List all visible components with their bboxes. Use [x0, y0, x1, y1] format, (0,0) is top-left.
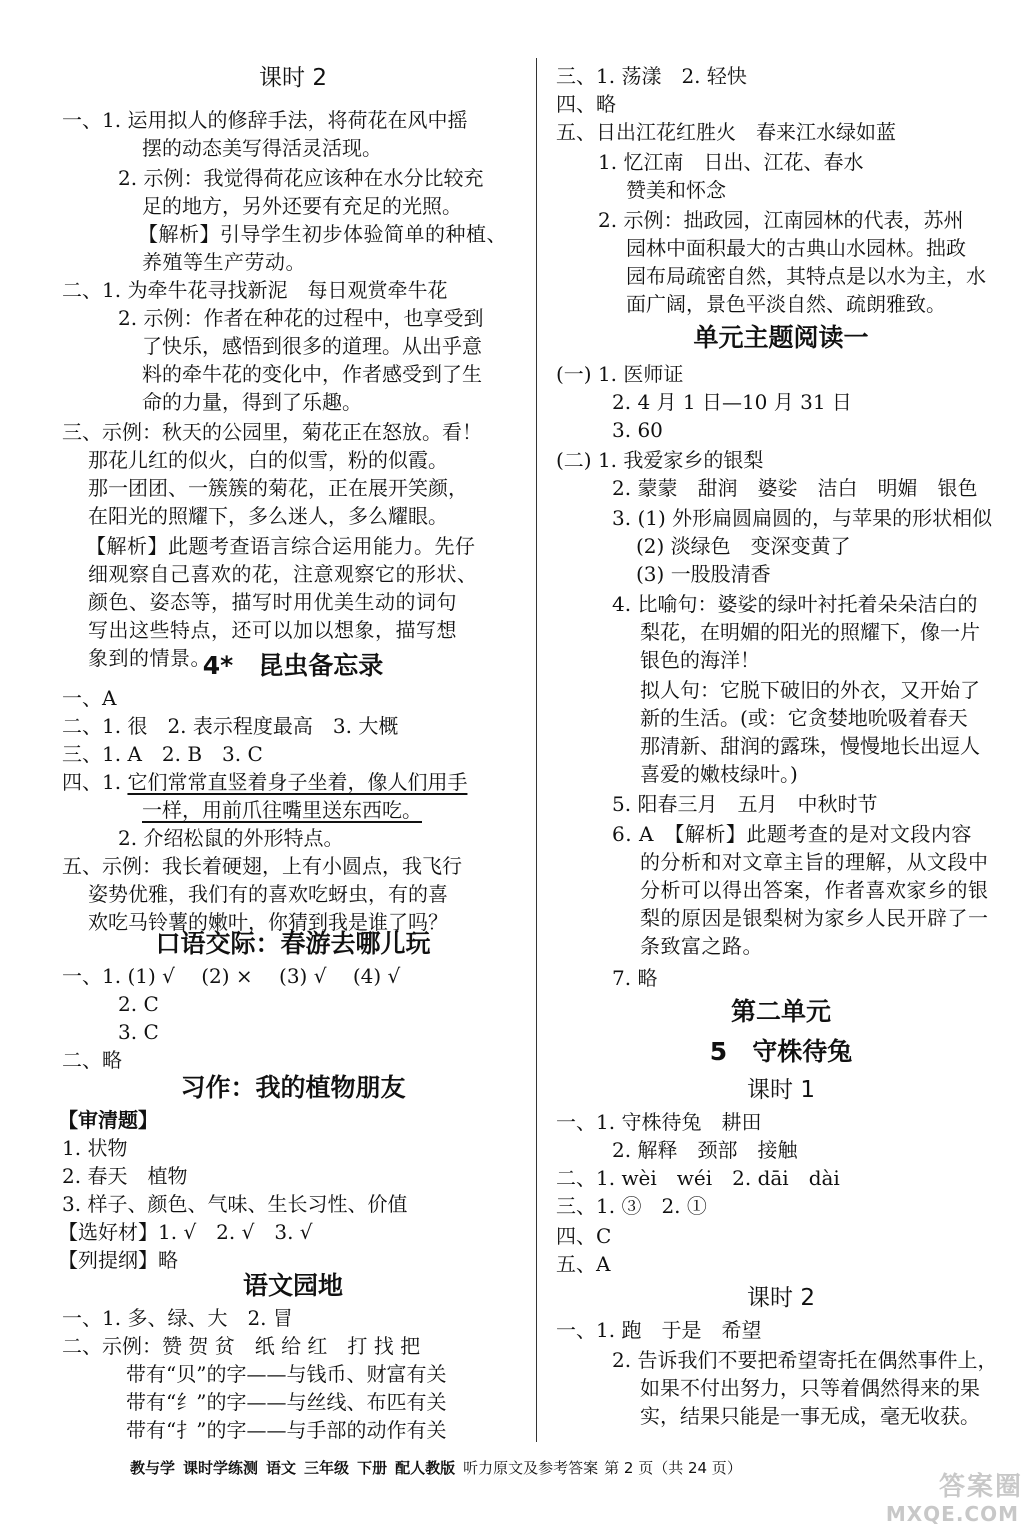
answer-line: 一、A	[62, 686, 117, 710]
answer-line: 那一团团、一簇簇的菊花，正在展开笑颜，	[88, 476, 468, 500]
answer-line: 二、1. 为牵牛花寻找新泥 每日观赏牵牛花	[62, 278, 448, 302]
answer-line: 2. 春天 植物	[62, 1164, 188, 1188]
footer-volume: 下册	[357, 1459, 388, 1477]
section-heading-insect-memo: 4* 昆虫备忘录	[202, 651, 384, 680]
lesson-heading-2: 课时 2	[747, 1285, 815, 1311]
answer-line: 2. 示例：我觉得荷花应该种在水分比较充	[118, 166, 484, 190]
answer-line: 四、略	[556, 92, 616, 116]
answer-line	[62, 768, 467, 796]
subsection-label: 【审清题】	[58, 1108, 158, 1132]
answer-line: 园布局疏密自然，其特点是以水为主，水	[626, 264, 986, 288]
answer-line: (二) 1. 我爱家乡的银梨	[556, 448, 764, 472]
answer-line: 新的生活。(或：它贪婪地吮吸着春天	[640, 706, 968, 730]
section-heading-oral-communication: 口语交际：春游去哪儿玩	[155, 929, 431, 958]
lesson-title-shouzhu-daitu: 5 守株待兔	[709, 1037, 853, 1066]
answer-line: 三、示例：秋天的公园里，菊花正在怒放。看！	[62, 420, 482, 444]
answer-line: 五、A	[556, 1252, 611, 1276]
footer-label: 听力原文及参考答案	[463, 1459, 599, 1477]
lesson-heading-1: 课时 1	[747, 1077, 815, 1103]
answer-line: 一、1. 运用拟人的修辞手法，将荷花在风中摇	[62, 108, 468, 132]
answer-line: 三、1. 荡漾 2. 轻快	[556, 64, 747, 88]
underlined-sentence: 它们常常直竖着身子坐着，像人们用手	[127, 770, 468, 794]
footer-grade: 三年级	[304, 1459, 350, 1477]
footer-brand: 教与学	[130, 1459, 176, 1477]
answer-line: 姿势优雅，我们有的喜欢吃蚜虫，有的喜	[88, 882, 448, 906]
item-number: 四、1.	[62, 770, 128, 794]
analysis-note: 【解析】引导学生初步体验简单的种植、	[138, 222, 507, 246]
answer-line: 4. 比喻句：婆娑的绿叶衬托着朵朵洁白的	[612, 592, 978, 616]
footer-subject: 语文	[266, 1459, 297, 1477]
answer-line: 五、示例：我长着硬翅，上有小圆点，我飞行	[62, 854, 462, 878]
footer-page-number: 第 2 页（共 24 页）	[604, 1459, 742, 1477]
answer-line: 1. 状物	[62, 1136, 128, 1160]
answer-line: 赞美和怀念	[626, 178, 726, 202]
answer-line: 那花儿红的似火，白的似雪，粉的似霞。	[88, 448, 448, 472]
analysis-note: 6. A 【解析】此题考查的是对文段内容	[612, 822, 972, 846]
footer-edition: 配人教版	[395, 1459, 456, 1477]
lesson-heading-2: 课时 2	[259, 65, 327, 91]
answer-line: 在阳光的照耀下，多么迷人，多么耀眼。	[88, 504, 448, 528]
answer-line: 一、1. (1) √ (2) × (3) √ (4) √	[62, 964, 401, 988]
answer-line: 园林中面积最大的古典山水园林。拙政	[626, 236, 966, 260]
answer-line: 喜爱的嫩枝绿叶。)	[640, 762, 798, 786]
answer-line: 带有“扌”的字——与手部的动作有关	[126, 1418, 447, 1442]
analysis-note: 养殖等生产劳动。	[142, 250, 306, 274]
answer-line: 2. C	[118, 992, 159, 1016]
answer-line: 银色的海洋！	[640, 648, 760, 672]
analysis-note: 分析可以得出答案，作者喜欢家乡的银	[640, 878, 989, 902]
answer-line: 带有“纟”的字——与丝线、布匹有关	[126, 1390, 447, 1414]
column-divider	[536, 58, 537, 1442]
answer-line: 一、1. 多、绿、大 2. 冒	[62, 1306, 293, 1330]
analysis-note: 颜色、姿态等，描写时用优美生动的词句	[88, 590, 457, 614]
answer-line: 了快乐，感悟到很多的道理。从出乎意	[142, 334, 482, 358]
answer-line: 2. 解释 颈部 接触	[612, 1138, 798, 1162]
answer-line: 五、日出江花红胜火 春来江水绿如蓝	[556, 120, 896, 144]
answer-line: 那清新、甜润的露珠，慢慢地长出逗人	[640, 734, 980, 758]
answer-line: 拟人句：它脱下破旧的外衣，又开始了	[640, 678, 980, 702]
answer-line: 三、1. ③ 2. ①	[556, 1194, 707, 1218]
analysis-note: 梨的原因是银梨树为家乡人民开辟了一	[640, 906, 989, 930]
answer-line: 摆的动态美写得活灵活现。	[142, 136, 382, 160]
footer-series: 课时学练测	[183, 1459, 259, 1477]
answer-line: 二、1. 很 2. 表示程度最高 3. 大概	[62, 714, 399, 738]
answer-line: 欢吃马铃薯的嫩叶，你猜到我是谁了吗？	[88, 910, 448, 934]
answer-line: 命的力量，得到了乐趣。	[142, 390, 362, 414]
analysis-note: 象到的情景。	[88, 646, 211, 670]
answer-line: 1. 忆江南 日出、江花、春水	[598, 150, 864, 174]
answer-line: 梨花，在明媚的阳光的照耀下，像一片	[640, 620, 980, 644]
answer-line: 3. 60	[612, 418, 663, 442]
answer-line: 2. 告诉我们不要把希望寄托在偶然事件上，	[612, 1348, 998, 1372]
answer-line: 2. 介绍松鼠的外形特点。	[118, 826, 344, 850]
section-heading-unit-reading: 单元主题阅读一	[693, 323, 869, 352]
watermark	[885, 1466, 1023, 1530]
answer-line: (一) 1. 医师证	[556, 362, 684, 386]
section-heading-writing: 习作：我的植物朋友	[180, 1073, 406, 1102]
answer-line: 二、示例：赞 贺 贫 纸 给 红 打 找 把	[62, 1334, 421, 1358]
answer-line: 一、1. 跑 于是 希望	[556, 1318, 762, 1342]
page-footer	[130, 1456, 748, 1480]
unit-heading-unit-two: 第二单元	[730, 997, 831, 1026]
answer-line: 2. 蒙蒙 甜润 婆娑 洁白 明媚 银色	[612, 476, 978, 500]
section-heading-language-garden: 语文园地	[242, 1271, 343, 1300]
analysis-note: 【解析】此题考查语言综合运用能力。先仔	[86, 534, 476, 558]
underlined-sentence: 一样，用前爪往嘴里送东西吃。	[142, 798, 422, 822]
answer-line: 2. 示例：作者在种花的过程中，也享受到	[118, 306, 484, 330]
answer-line: 2. 示例：拙政园，江南园林的代表，苏州	[598, 208, 964, 232]
watermark-logo: 答案圈	[938, 1472, 1023, 1502]
answer-line: 一、1. 守株待兔 耕田	[556, 1110, 762, 1134]
answer-line: 3. 样子、颜色、气味、生长习性、价值	[62, 1192, 408, 1216]
answer-line: 三、1. A 2. B 3. C	[62, 742, 263, 766]
answer-line: 带有“贝”的字——与钱币、财富有关	[126, 1362, 447, 1386]
answer-line: 如果不付出努力，只等着偶然得来的果	[640, 1376, 980, 1400]
answer-line: 二、1. wèi wéi 2. dāi dài	[556, 1166, 840, 1190]
answer-line: 5. 阳春三月 五月 中秋时节	[612, 792, 878, 816]
answer-line: (2) 淡绿色 变深变黄了	[636, 534, 851, 558]
answer-line: (3) 一股股清香	[636, 562, 771, 586]
watermark-url: MXQE.COM	[885, 1502, 1019, 1526]
answer-line: 【列提纲】略	[58, 1248, 178, 1272]
answer-line: 二、略	[62, 1048, 122, 1072]
answer-line: 7. 略	[612, 966, 658, 990]
answer-line: 面广阔，景色平淡自然、疏朗雅致。	[626, 292, 946, 316]
answer-line: 【选好材】1. √ 2. √ 3. √	[58, 1220, 313, 1244]
answer-line: 3. (1) 外形扁圆扁圆的，与苹果的形状相似	[612, 506, 993, 530]
answer-line: 3. C	[118, 1020, 159, 1044]
analysis-note: 条致富之路。	[640, 934, 763, 958]
answer-line: 料的牵牛花的变化中，作者感受到了生	[142, 362, 482, 386]
answer-line: 足的地方，另外还要有充足的光照。	[142, 194, 462, 218]
answer-line: 四、C	[556, 1224, 612, 1248]
answer-line: 实，结果只能是一事无成，毫无收获。	[640, 1404, 980, 1428]
analysis-note: 细观察自己喜欢的花，注意观察它的形状、	[88, 562, 478, 586]
answer-line: 2. 4 月 1 日—10 月 31 日	[612, 390, 852, 414]
analysis-note: 写出这些特点，还可以加以想象，描写想	[88, 618, 457, 642]
analysis-note: 的分析和对文章主旨的理解，从文段中	[640, 850, 989, 874]
